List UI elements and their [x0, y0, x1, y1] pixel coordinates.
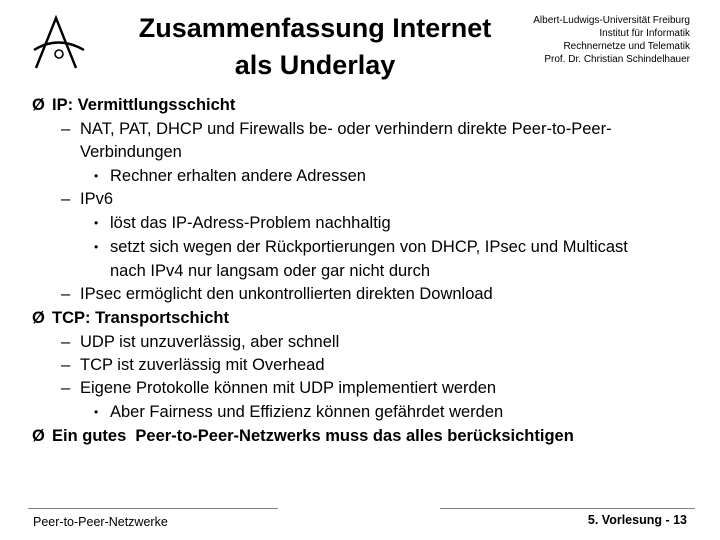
page-title	[120, 10, 510, 84]
sub-sub-bullet	[32, 235, 712, 283]
sub-bullet-ipsec	[32, 283, 712, 306]
bullet-text: TCP: Transportschicht	[52, 309, 229, 327]
sub-bullet-tcp	[32, 354, 712, 377]
footer-page-number: 5. Vorlesung - 13	[587, 513, 687, 527]
sub-sub-bullet	[32, 211, 712, 235]
institution-line: Prof. Dr. Christian Schindelhauer	[544, 54, 690, 65]
sub-bullet-udp	[32, 331, 712, 354]
bullet-text: Aber Fairness und Effizienz können gefährdet werden	[110, 403, 504, 421]
bullet-ip	[32, 93, 712, 118]
bullet-text: IPv6	[80, 190, 114, 208]
dash-bullet-icon: –	[61, 333, 71, 351]
sub-sub-bullet	[32, 164, 712, 188]
bullet-text: Rechner erhalten andere Adressen	[110, 167, 366, 185]
institution-line: Rechnernetze und Telematik	[563, 41, 690, 52]
bullet-text: TCP ist zuverlässig mit Overhead	[80, 356, 325, 374]
bullet-text: setzt sich wegen der Rückportierungen von DHCP, IPsec und Multicast	[110, 238, 628, 256]
footer-divider-left	[28, 508, 278, 509]
footer-course: Peer-to-Peer-Netzwerke	[33, 515, 168, 529]
arrow-bullet-icon: Ø	[32, 309, 45, 327]
sub-sub-bullet	[32, 400, 712, 424]
university-logo-icon	[28, 10, 90, 72]
dot-bullet-icon: •	[94, 240, 99, 254]
bullet-text: löst das IP-Adress-Problem nachhaltig	[110, 214, 391, 232]
sub-bullet-ipv6	[32, 188, 712, 211]
dot-bullet-icon: •	[94, 405, 99, 419]
dash-bullet-icon: –	[61, 356, 71, 374]
institution-line: Institut für Informatik	[599, 28, 690, 39]
bullet-text: nach IPv4 nur langsam oder gar nicht durch	[110, 262, 431, 280]
title-line: als Underlay	[234, 50, 396, 80]
dot-bullet-icon: •	[94, 216, 99, 230]
bullet-text: Ein gutes Peer-to-Peer-Netzwerks muss das alles berücksichtigen	[52, 427, 574, 445]
sub-bullet-own-protocols	[32, 377, 712, 400]
bullet-text: NAT, PAT, DHCP und Firewalls be- oder verhindern direkte Peer-to-Peer-	[80, 120, 612, 138]
bullet-text: IPsec ermöglicht den unkontrollierten direkten Download	[80, 285, 493, 303]
dash-bullet-icon: –	[61, 285, 71, 303]
bullet-summary	[32, 424, 712, 449]
dot-bullet-icon: •	[94, 169, 99, 183]
bullet-text: UDP ist unzuverlässig, aber schnell	[80, 333, 340, 351]
arrow-bullet-icon: Ø	[32, 427, 45, 445]
title-line: Zusammenfassung Internet	[138, 13, 492, 43]
bullet-text: Verbindungen	[80, 143, 182, 161]
institution-block	[470, 14, 690, 66]
sub-bullet-nat	[32, 118, 712, 164]
bullet-text: Eigene Protokolle können mit UDP implementiert werden	[80, 379, 497, 397]
slide-content	[32, 93, 712, 449]
institution-line: Albert-Ludwigs-Universität Freiburg	[533, 15, 690, 26]
dash-bullet-icon: –	[61, 120, 71, 138]
footer-divider-right	[440, 508, 695, 509]
arrow-bullet-icon: Ø	[32, 96, 45, 114]
dash-bullet-icon: –	[61, 379, 71, 397]
bullet-tcp	[32, 306, 712, 331]
bullet-text: IP: Vermittlungsschicht	[52, 96, 236, 114]
dash-bullet-icon: –	[61, 190, 71, 208]
